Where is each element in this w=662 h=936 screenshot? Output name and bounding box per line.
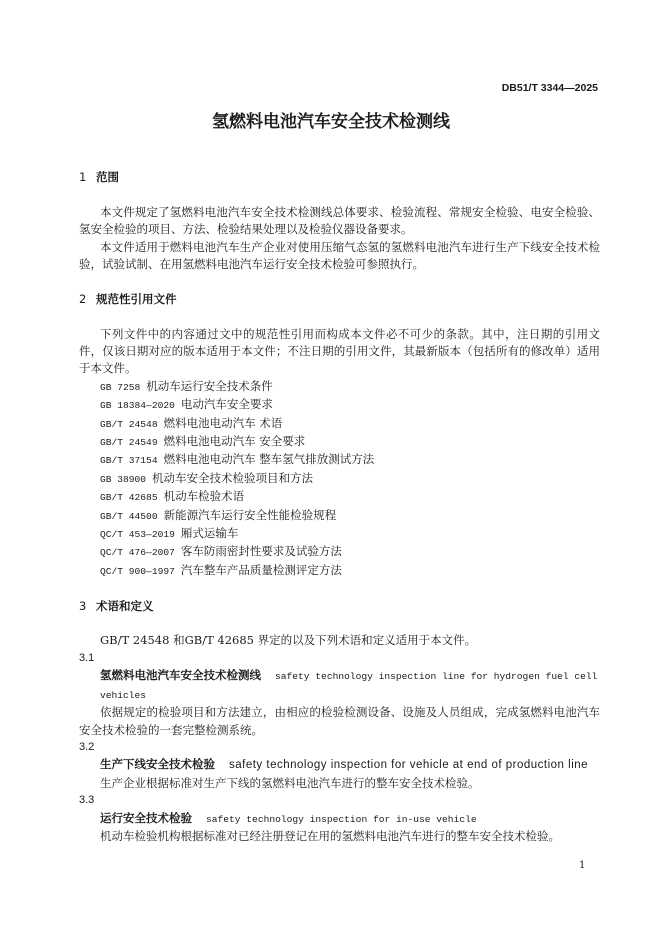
reference-title: 燃料电池电动汽车 安全要求 (163, 434, 306, 449)
reference-item (79, 378, 600, 396)
term-name (79, 667, 600, 704)
term-definition: 生产企业根据标准对生产下线的氢燃料电池汽车进行的整车安全技术检验。 (100, 775, 480, 790)
reference-code: QC/T 900—1997 (100, 565, 175, 577)
reference-code: QC/T 476—2007 (100, 547, 175, 559)
term-name-en: safety technology inspection for in-use vehicle (206, 813, 477, 825)
reference-title: 机动车安全技术检验项目和方法 (152, 470, 314, 485)
term-name (79, 810, 600, 828)
section-scope (79, 169, 600, 273)
reference-code: GB/T 24548 (100, 418, 158, 430)
reference-code: GB/T 42685 (100, 492, 158, 504)
term-name (79, 756, 600, 774)
reference-code: GB/T 37154 (100, 455, 158, 467)
section-heading (79, 291, 600, 308)
reference-title: 燃料电池电动汽车 整车氢气排放测试方法 (163, 452, 375, 467)
reference-item (79, 525, 600, 543)
section-number: 2 (79, 291, 87, 306)
paragraph: GB/T 24548 和GB/T 42685 界定的以及下列术语和定义适用于本文件。 (100, 633, 477, 648)
reference-code: GB/T 24549 (100, 437, 158, 449)
reference-title: 新能源汽车运行安全性能检验规程 (163, 507, 337, 522)
section-title: 范围 (96, 170, 119, 184)
reference-title: 厢式运输车 (180, 526, 239, 541)
reference-list (79, 378, 600, 580)
section-number: 3 (79, 598, 87, 613)
reference-title: 汽车整车产品质量检测评定方法 (180, 562, 342, 577)
reference-item (79, 507, 600, 525)
page-number: 1 (579, 860, 586, 871)
paragraph: 下列文件中的内容通过文中的规范性引用而构成本文件必不可少的条款。其中，注日期的引用文件，仅该日期对应的版本适用于本文件；不注日期的引用文件，其最新版本（包括所有的修改单）适用于本文件。 (79, 326, 600, 376)
section-normative-references (79, 291, 600, 580)
section-heading (79, 169, 600, 186)
term-number: 3.3 (79, 794, 95, 807)
reference-title: 燃料电池电动汽车 术语 (163, 415, 283, 430)
section-number: 1 (79, 170, 87, 184)
reference-code: GB/T 44500 (100, 510, 158, 522)
section-heading (79, 598, 600, 615)
reference-item (79, 415, 600, 433)
section-terms-and-definitions (79, 598, 600, 846)
term-name-en: safety technology inspection for vehicle at end of production line (229, 759, 589, 772)
document-code: DB51/T 3344—2025 (501, 82, 598, 94)
section-title: 规范性引用文件 (96, 291, 177, 306)
reference-item (79, 562, 600, 580)
term-name-zh: 生产下线安全技术检验 (100, 757, 215, 772)
term-definition: 依据规定的检验项目和方法建立，由相应的检验检测设备、设施及人员组成，完成氢燃料电池汽车安全技术检验的一套完整检测系统。 (79, 705, 600, 737)
term-name-zh: 运行安全技术检验 (100, 810, 192, 825)
reference-item (79, 470, 600, 488)
reference-code: GB 38900 (100, 473, 147, 485)
reference-code: QC/T 453—2019 (100, 529, 175, 541)
term-name-zh: 氢燃料电池汽车安全技术检测线 (100, 668, 261, 683)
document-body (79, 169, 600, 845)
reference-item (79, 396, 600, 414)
reference-item (79, 451, 600, 469)
section-title: 术语和定义 (96, 598, 154, 613)
term-entry (79, 739, 600, 792)
term-definition: 机动车检验机构根据标准对已经注册登记在用的氢燃料电池汽车进行的整车安全技术检验。 (100, 828, 560, 843)
reference-item (79, 488, 600, 506)
reference-code: GB 18384—2020 (100, 400, 175, 412)
paragraph: 本文件适用于燃料电池汽车生产企业对使用压缩气态氢的氢燃料电池汽车进行生产下线安全技术检验，试验试制、在用氢燃料电池汽车运行安全技术检验可参照执行。 (79, 239, 600, 272)
term-entry (79, 650, 600, 739)
reference-title: 机动车运行安全技术条件 (146, 378, 273, 393)
term-name-en: safety technology inspection line for hydrogen fuel cell vehicles (100, 671, 598, 701)
reference-title: 客车防雨密封性要求及试验方法 (180, 544, 342, 559)
term-number: 3.1 (79, 651, 95, 664)
reference-title: 电动汽车安全要求 (180, 397, 273, 412)
term-number: 3.2 (79, 740, 95, 753)
reference-item (79, 433, 600, 451)
reference-item (79, 543, 600, 561)
document-title: 氢燃料电池汽车安全技术检测线 (212, 112, 450, 132)
term-entry (79, 792, 600, 845)
reference-code: GB 7258 (100, 381, 141, 393)
paragraph: 本文件规定了氢燃料电池汽车安全技术检测线总体要求、检验流程、常规安全检验、电安全检验、氢安全检验的项目、方法、检验结果处理以及检验仪器设备要求。 (79, 204, 600, 237)
reference-title: 机动车检验术语 (163, 489, 245, 504)
